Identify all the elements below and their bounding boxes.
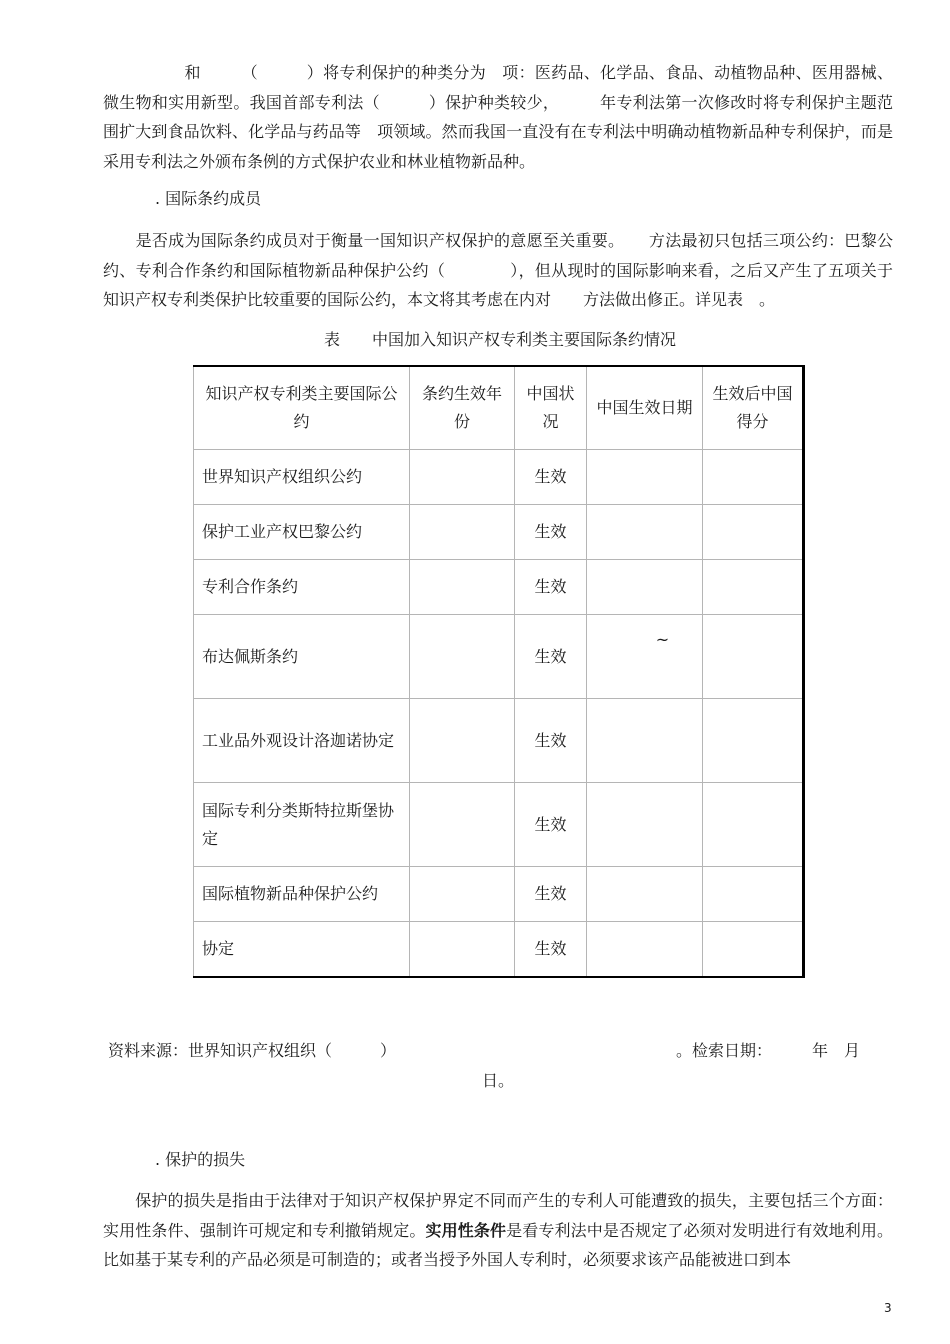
protection-loss-text-end: 是看专利法中是否规定了必须对发明进行有效地利用。比如基于某专利的产品必须是可制造的；或者当授予外国人专利时，必须要求该产品能被进口到本 [103,1220,893,1269]
table-header-row [194,366,804,450]
treaty-name: 专利合作条约 [194,560,410,615]
treaty-name: 世界知识产权组织公约 [194,450,410,505]
treaty-score [703,922,804,977]
treaty-status: 生效 [515,560,587,615]
treaty-year [410,505,515,560]
treaty-name: 工业品外观设计洛迦诺协定 [194,699,410,783]
treaty-date [587,922,703,977]
treaty-name: 协定 [194,922,410,977]
table-row [194,505,804,560]
table-row [194,867,804,922]
treaty-name: 保护工业产权巴黎公约 [194,505,410,560]
treaty-status: 生效 [515,615,587,699]
table-row [194,615,804,699]
section-heading-protection-loss: . 保护的损失 [155,1150,246,1169]
header-treaty-name: 知识产权专利类主要国际公约 [194,366,410,450]
treaty-date [587,505,703,560]
paragraph-treaty-membership: 是否成为国际条约成员对于衡量一国知识产权保护的意愿至关重要。 方法最初只包括三项公约：巴黎公约、专利合作条约和国际植物新品种保护公约（ ），但从现时的国际影响来看，之后又产生了五项关于知识产权专利类保护比较重要的国际公约，本文将其考虑在内对 方法做出修正。详见表 。 [103,231,893,309]
header-effective-year: 条约生效年份 [410,366,515,450]
treaty-table [193,365,805,978]
header-china-effective-date: 中国生效日期 [587,366,703,450]
table-source-note [108,1036,868,1096]
treaty-year [410,922,515,977]
paragraph-protection-loss [103,1186,893,1275]
practicality-condition-term: 实用性条件 [425,1220,507,1240]
treaty-year [410,615,515,699]
treaty-score [703,505,804,560]
treaty-name: 国际植物新品种保护公约 [194,867,410,922]
header-china-score: 生效后中国得分 [703,366,804,450]
treaty-date [587,615,703,699]
treaty-score [703,783,804,867]
treaty-year [410,867,515,922]
treaty-name: 国际专利分类斯特拉斯堡协定 [194,783,410,867]
table-row [194,783,804,867]
treaty-date-value: ~ [655,630,670,649]
treaty-status: 生效 [515,505,587,560]
treaty-score [703,560,804,615]
section-heading-treaty-membership: . 国际条约成员 [155,189,262,208]
treaty-status: 生效 [515,783,587,867]
treaty-score [703,615,804,699]
treaty-date [587,783,703,867]
table-row [194,450,804,505]
protection-loss-text-start: 保护的损失是指由于法律对于知识产权保护界定不同而产生的专利人可能遭致的损失，主要包括三个方面：实用性条件、强制许可规定和专利撤销规定。 [103,1191,893,1240]
source-line-2: 日。 [481,1071,514,1090]
header-china-status: 中国状况 [515,366,587,450]
treaty-date [587,450,703,505]
treaty-status: 生效 [515,867,587,922]
treaty-name: 布达佩斯条约 [194,615,410,699]
treaty-year [410,450,515,505]
treaty-score [703,450,804,505]
treaty-date [587,867,703,922]
treaty-date [587,560,703,615]
table-row [194,560,804,615]
source-line-1: 资料来源：世界知识产权组织（ ） 。检索日期： 年 月 [108,1041,861,1060]
table-caption: 表 中国加入知识产权专利类主要国际条约情况 [323,330,676,349]
paragraph-patent-types: 和 （ ）将专利保护的种类分为 项：医药品、化学品、食品、动植物品种、医用器械、微生物和实用新型。我国首部专利法（ ）保护种类较少， 年专利法第一次修改时将专利保护主题范围扩大到食品饮料、化学品与药品等 项领域。然而我国一直没有在专利法中明确动植物新品种专利保护，而是采用专利法之外颁布条例的方式保护农业和林业植物新品种。 [103,63,893,171]
table-row [194,699,804,783]
treaty-year [410,560,515,615]
treaty-year [410,699,515,783]
page-number: 3 [884,1301,892,1315]
treaty-status: 生效 [515,922,587,977]
table-row [194,922,804,977]
treaty-score [703,867,804,922]
treaty-date [587,699,703,783]
treaty-status: 生效 [515,450,587,505]
treaty-year [410,783,515,867]
treaty-score [703,699,804,783]
treaty-status: 生效 [515,699,587,783]
